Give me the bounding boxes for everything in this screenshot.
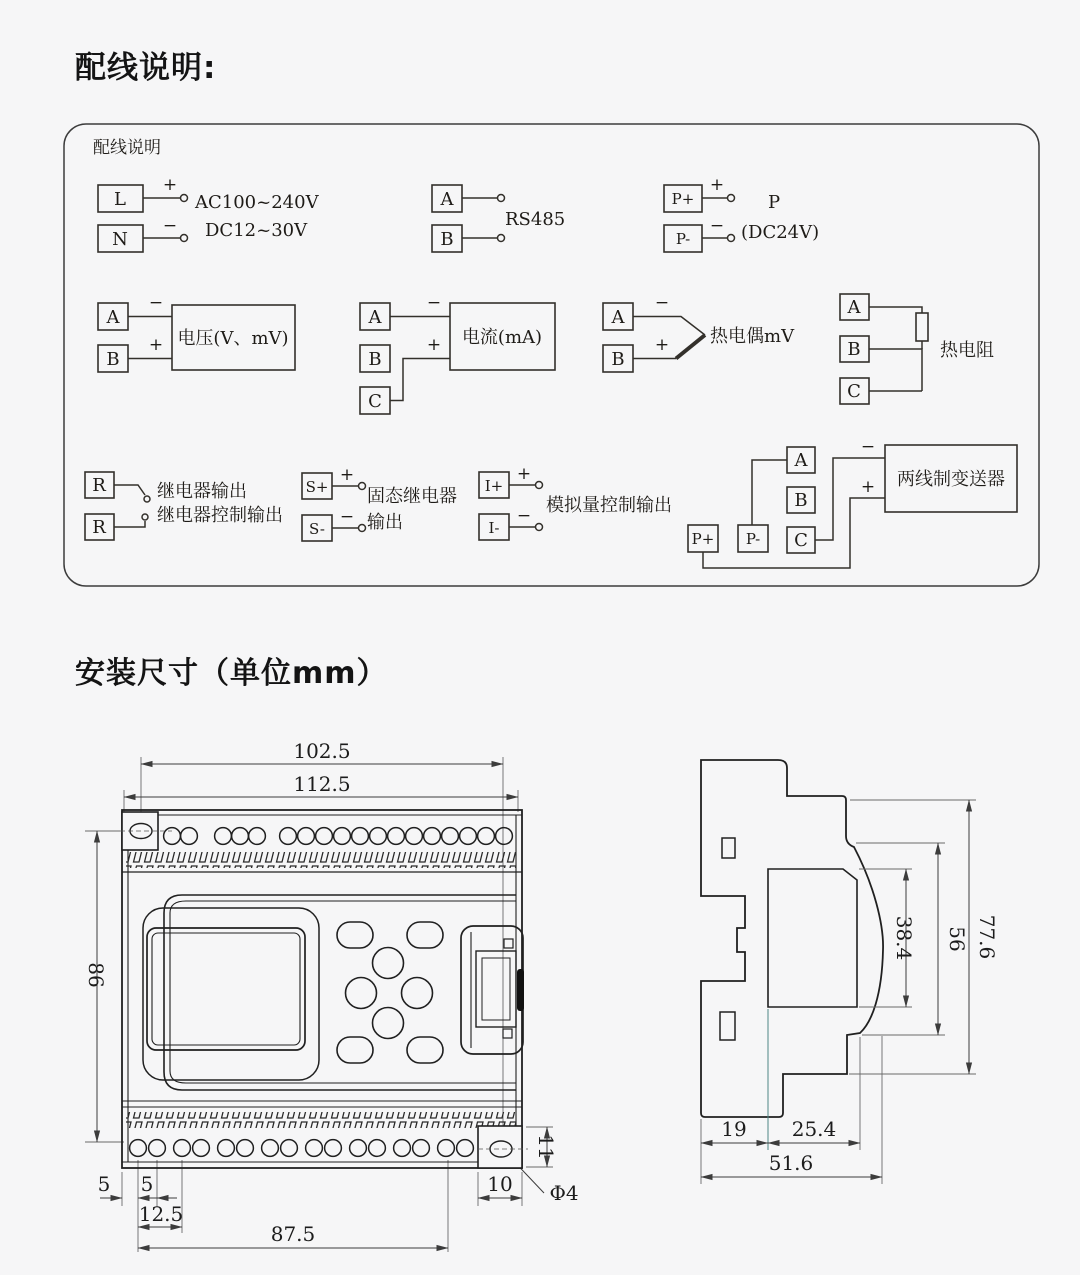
analog-output-label: 模拟量控制输出 — [546, 495, 672, 516]
terminal-A-label: A — [368, 307, 382, 328]
key-left — [346, 978, 377, 1009]
side-connector — [461, 926, 524, 1054]
display-inner — [152, 933, 300, 1045]
dim-12-5: 12.5 — [138, 1202, 184, 1226]
voltage-source-label: 电压(V、mV) — [177, 328, 289, 349]
bottom-terminal-holes — [130, 1140, 474, 1157]
terminal-C-label: C — [847, 381, 861, 402]
profile-slot-bottom — [720, 1012, 735, 1040]
bottom-mounting-ear — [478, 1126, 522, 1168]
relay-output-label: 继电器输出 — [157, 481, 247, 502]
polarity-plus: + — [339, 465, 355, 485]
wire — [390, 359, 450, 401]
terminal-S-plus-label: S+ — [305, 478, 329, 496]
wire — [633, 317, 705, 336]
polarity-plus: + — [516, 464, 532, 484]
terminal-B-label: B — [794, 490, 808, 511]
wiring-group-rtd — [840, 294, 994, 404]
terminal-B-label: B — [106, 349, 120, 370]
terminal-N-label: N — [112, 229, 128, 250]
polarity-plus: + — [654, 335, 670, 355]
terminal-C-label: C — [368, 391, 382, 412]
polarity-plus: + — [148, 335, 164, 355]
terminal-A-label: A — [794, 450, 808, 471]
dim-77-6: 77.6 — [975, 914, 999, 960]
wiring-group-ssr — [302, 465, 457, 541]
transmitter-label: 两线制变送器 — [897, 469, 1005, 490]
dim-102-5: 102.5 — [293, 739, 351, 763]
wire-end-dot — [181, 235, 188, 242]
polarity-plus: + — [426, 335, 442, 355]
wiring-group-voltage — [98, 293, 295, 372]
polarity-minus: − — [860, 437, 876, 457]
ssr-label-line1: 固态继电器 — [367, 486, 457, 507]
dim-11: 11 — [534, 1134, 558, 1160]
terminal-A-label: A — [847, 297, 861, 318]
terminal-P-minus-label: P- — [675, 230, 691, 248]
wire-end-dot — [359, 483, 366, 490]
connector-latch — [517, 969, 524, 1011]
terminal-B-label: B — [611, 349, 625, 370]
polarity-plus: + — [860, 477, 876, 497]
wire-end-dot — [728, 235, 735, 242]
dim-86: 86 — [84, 962, 108, 988]
dim-19: 19 — [721, 1117, 747, 1141]
wire — [869, 349, 922, 391]
wire — [869, 307, 922, 313]
front-device-body — [120, 810, 528, 1168]
dim-edge-5: 5 — [97, 1172, 111, 1196]
current-source-label: 电流(mA) — [461, 327, 543, 348]
profile-outline — [701, 760, 883, 1117]
keypad — [337, 922, 443, 1063]
profile-inner-panel — [768, 869, 857, 1007]
connector-key-bottom — [503, 1029, 512, 1038]
sensor-supply-name: P — [768, 192, 781, 213]
terminal-I-plus-label: I+ — [484, 477, 504, 495]
terminal-A-label: A — [611, 307, 625, 328]
ssr-label-line2: 输出 — [367, 512, 403, 533]
terminal-B-label: B — [368, 349, 382, 370]
contact-dot — [144, 496, 150, 502]
display-outer — [147, 928, 305, 1050]
wire-end-dot — [536, 482, 543, 489]
dim-56: 56 — [945, 926, 969, 952]
thermocouple-junction — [676, 335, 705, 359]
rs485-label: RS485 — [505, 209, 566, 230]
wiring-box-label: 配线说明 — [93, 138, 161, 158]
terminal-S-minus-label: S- — [309, 520, 325, 538]
wiring-group-thermocouple — [603, 293, 795, 372]
wiring-diagram — [55, 115, 1055, 600]
terminal-A-label: A — [106, 307, 120, 328]
terminal-C-label: C — [794, 530, 808, 551]
vent-strip-bottom — [126, 1112, 516, 1128]
polarity-plus: + — [162, 175, 178, 195]
wire-end-dot — [498, 195, 505, 202]
terminal-A-label: A — [440, 189, 454, 210]
top-terminal-holes — [164, 828, 513, 845]
relay-control-output-label: 继电器控制输出 — [157, 505, 283, 526]
key-right — [402, 978, 433, 1009]
terminal-P-plus-label: P+ — [691, 530, 715, 548]
wire-end-dot — [728, 195, 735, 202]
polarity-minus: − — [426, 293, 442, 313]
contact-dot — [142, 514, 148, 520]
dim-25-4: 25.4 — [791, 1117, 837, 1141]
sensor-supply-voltage: (DC24V) — [741, 222, 820, 243]
wiring-group-analog — [479, 464, 672, 540]
wiring-group-rs485 — [432, 185, 565, 252]
wire-end-dot — [536, 524, 543, 531]
key-bottom-right — [407, 1037, 443, 1063]
mounting-section-title: 安装尺寸（单位mm） — [75, 656, 388, 691]
polarity-minus: − — [709, 216, 725, 236]
polarity-plus: + — [709, 175, 725, 195]
dim-pitch-5: 5 — [140, 1172, 154, 1196]
polarity-minus: − — [516, 506, 532, 526]
front-view-drawing — [75, 735, 610, 1275]
panel-outline — [164, 895, 516, 1090]
terminal-R2-label: R — [92, 517, 106, 538]
terminal-B-label: B — [847, 339, 861, 360]
wire-end-dot — [498, 235, 505, 242]
vent-strip-top — [126, 852, 516, 868]
wiring-group-relay — [85, 472, 283, 540]
side-device-profile — [701, 760, 883, 1117]
wiring-group-transmitter — [688, 437, 1017, 568]
terminal-R1-label: R — [92, 475, 106, 496]
dim-51-6: 51.6 — [768, 1151, 814, 1175]
wire-end-dot — [359, 525, 366, 532]
wire — [114, 521, 145, 527]
key-up — [373, 948, 404, 979]
polarity-minus: − — [148, 293, 164, 313]
dim-hole-dia: Φ4 — [549, 1181, 579, 1205]
wire-end-dot — [181, 195, 188, 202]
polarity-minus: − — [654, 293, 670, 313]
terminal-P-plus-label: P+ — [671, 190, 695, 208]
side-view-drawing — [690, 750, 1000, 1200]
polarity-minus: − — [339, 507, 355, 527]
connector-outline — [461, 926, 523, 1054]
power-range-ac: AC100~240V — [195, 192, 319, 213]
profile-slot-top — [722, 838, 735, 858]
thermocouple-label: 热电偶mV — [710, 326, 795, 347]
side-dimensions — [701, 800, 999, 1177]
terminal-I-minus-label: I- — [488, 519, 500, 537]
key-top-right — [407, 922, 443, 948]
wiring-group-power — [98, 175, 320, 252]
display-bezel — [143, 908, 319, 1080]
dim-10: 10 — [487, 1172, 513, 1196]
rtd-label: 热电阻 — [940, 340, 994, 361]
key-bottom-left — [337, 1037, 373, 1063]
dim-87-5: 87.5 — [270, 1222, 316, 1246]
connector-key-top — [504, 939, 513, 948]
rtd-resistor — [916, 313, 928, 341]
key-top-left — [337, 922, 373, 948]
wire — [752, 460, 787, 525]
connector-slot-inner — [482, 958, 510, 1020]
wiring-section-title: 配线说明: — [75, 50, 217, 86]
dim-38-4: 38.4 — [892, 915, 916, 961]
wiring-group-current — [360, 293, 555, 414]
terminal-P-minus-label: P- — [745, 530, 761, 548]
dim-112-5: 112.5 — [293, 772, 351, 796]
terminal-L-label: L — [114, 189, 126, 210]
wiring-group-sensor-supply — [664, 175, 819, 252]
polarity-minus: − — [162, 216, 178, 236]
power-range-dc: DC12~30V — [205, 220, 308, 241]
key-down — [373, 1008, 404, 1039]
wire — [114, 485, 145, 495]
terminal-B-label: B — [440, 229, 454, 250]
